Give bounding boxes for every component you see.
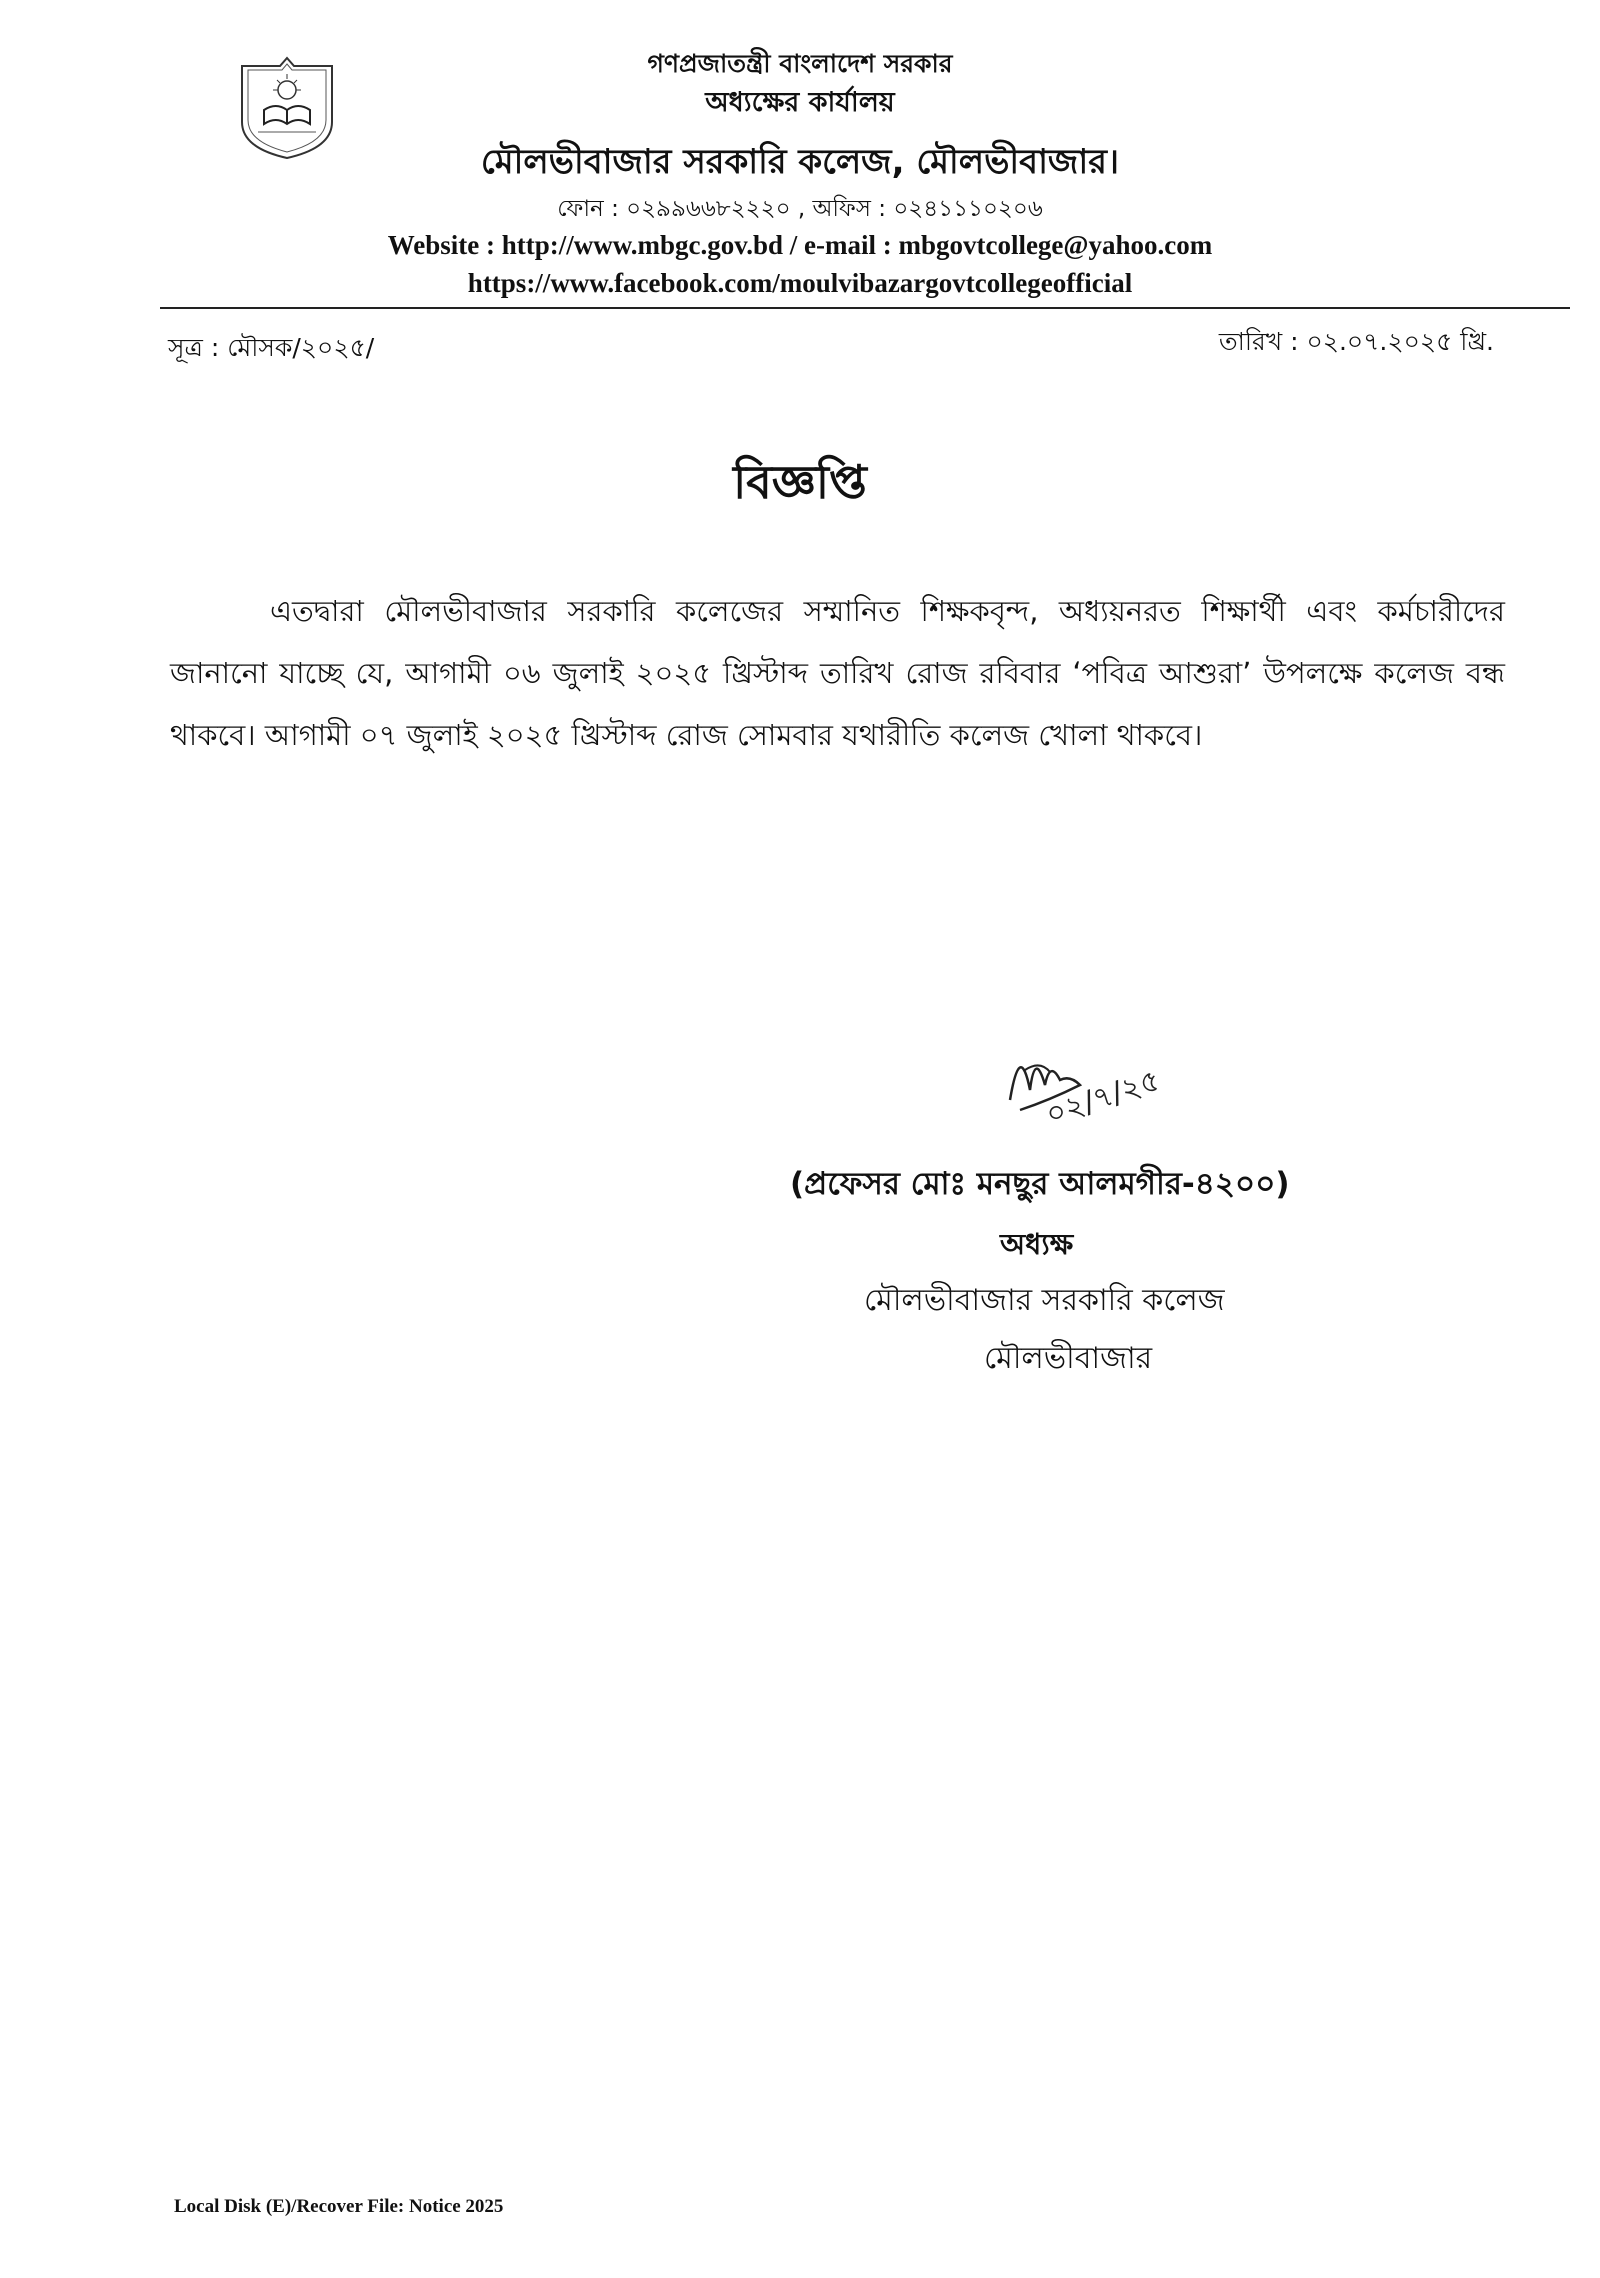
signer-name: (প্রফেসর মোঃ মনছুর আলমগীর-৪২০০) [790, 1166, 1290, 1202]
signer-place: মৌলভীবাজার [984, 1341, 1153, 1376]
signer-title: অধ্যক্ষ [1000, 1227, 1074, 1261]
signature-date: ০২/৭/২৫ [1041, 1062, 1165, 1133]
office-line: অধ্যক্ষের কার্যালয় [705, 87, 895, 118]
signer-institution: মৌলভীবাজার সরকারি কলেজ [864, 1283, 1225, 1318]
handwritten-signature [990, 1030, 1230, 1140]
notice-paragraph: এতদ্বারা মৌলভীবাজার সরকারি কলেজের সম্মানিত শিক্ষকবৃন্দ, অধ্যয়নরত শিক্ষার্থী এবং কর্মচারীদের জানানো যাচ্ছে যে, আগামী ০৬ জুলাই ২০২৫ খ্রিস্টাব্দ তারিখ রোজ রবিবার ‘পবিত্র আশুরা’ উপলক্ষে কলেজ বন্ধ থাকবে। আগামী ০৭ জুলাই ২০২৫ খ্রিস্টাব্দ রোজ সোমবার যথারীতি কলেজ খোলা থাকবে। [170, 594, 1505, 752]
notice-body [170, 580, 1505, 766]
notice-date: তারিখ : ০২.০৭.২০২৫ খ্রি. [1218, 327, 1494, 356]
website-line: Website : http://www.mbgc.gov.bd / e-mail : mbgovtcollege@yahoo.com [387, 230, 1213, 260]
government-line: গণপ্রজাতন্ত্রী বাংলাদেশ সরকার [647, 49, 953, 78]
file-path-footer: Local Disk (E)/Recover File: Notice 2025 [174, 2196, 504, 2217]
notice-heading: বিজ্ঞপ্তি [733, 455, 867, 509]
college-name: মৌলভীবাজার সরকারি কলেজ, মৌলভীবাজার। [480, 142, 1120, 182]
header-divider [160, 307, 1570, 309]
facebook-link: https://www.facebook.com/moulvibazargovtcollegeofficial [467, 268, 1133, 298]
phone-line: ফোন : ০২৯৯৬৬৮২২২০ , অফিস : ০২৪১১১০২০৬ [557, 196, 1043, 222]
reference-number: সূত্র : মৌসক/২০২৫/ [168, 333, 375, 362]
